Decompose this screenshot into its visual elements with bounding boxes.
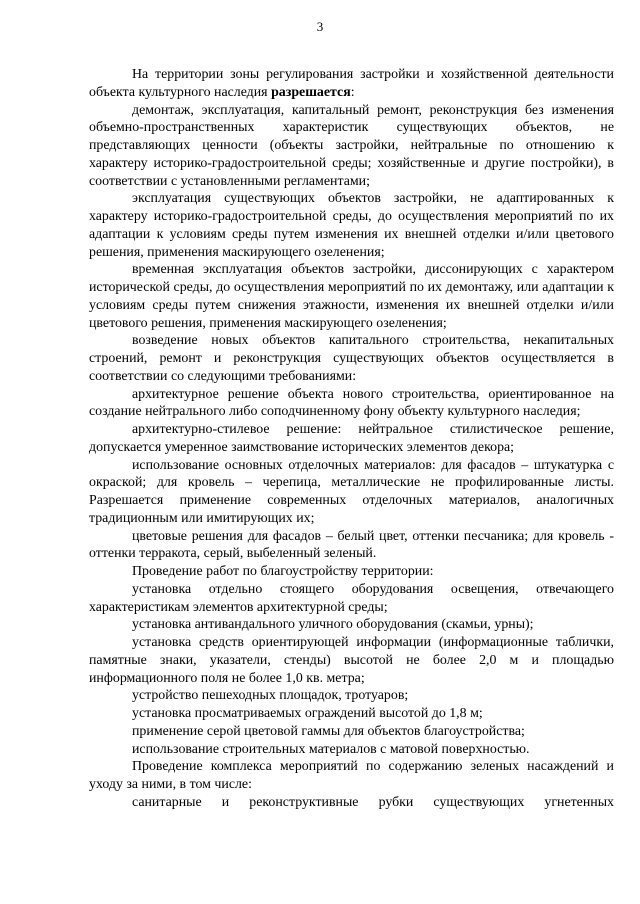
paragraph-intro <box>89 66 614 102</box>
paragraph: установка средств ориентирующей информации (информационные таблички, памятные знаки, указатели, стенды) высотой не более 2,0 м и площадью информационного поля не более 1,0 кв. метра; <box>89 635 614 686</box>
paragraph: архитектурно-стилевое решение: нейтральное стилистическое решение, допускается умеренное заимствование исторических элементов декора; <box>89 422 614 455</box>
paragraph: установка антивандального уличного оборудования (скамьи, урны); <box>132 617 534 633</box>
paragraph-tail: : <box>350 84 355 100</box>
paragraph: применение серой цветовой гаммы для объектов благоустройства; <box>132 723 525 739</box>
paragraph: цветовые решения для фасадов – белый цвет, оттенки песчаника; для кровель - оттенки терракота, серый, выбеленный зеленый. <box>89 528 614 562</box>
paragraph: использование строительных материалов с матовой поверхностью. <box>132 741 530 757</box>
paragraph: Проведение работ по благоустройству территории: <box>132 564 434 579</box>
paragraph: устройство пешеходных площадок, тротуаров; <box>132 688 409 704</box>
paragraph: использование основных отделочных материалов: для фасадов – штукатурка с окраской; для кровель – черепица, металлические не профилированные листы. Разрешается применение современных отделочных материалов, аналогичных традиционным или имитирующих их; <box>89 457 614 526</box>
paragraph: установка просматриваемых ограждений высотой до 1,8 м; <box>132 706 483 721</box>
paragraph: временная эксплуатация объектов застройки, диссонирующих с характером исторической среды, до осуществления мероприятий по их демонтажу, или адаптации к условиям среды путем снижения этажности, изменения их внешней отделки и/или цветового решения, применения маскирующего озеленения; <box>89 262 614 331</box>
paragraph-continued: санитарные и реконструктивные рубки существующих угнетенных <box>132 794 614 810</box>
paragraph: Проведение комплекса мероприятий по содержанию зеленых насаждений и уходу за ними, в том числе: <box>89 759 614 792</box>
emphasis-permitted: разрешается <box>271 84 351 100</box>
paragraph: возведение новых объектов капитального строительства, некапитальных строений, ремонт и реконструкция существующих объектов осуществляется в соответствии со следующими требованиями: <box>89 333 614 384</box>
paragraph: установка отдельно стоящего оборудования освещения, отвечающего характеристикам элементов архитектурной среды; <box>89 581 614 615</box>
document-body <box>89 66 614 812</box>
paragraph-text: На территории зоны регулирования застройки и хозяйственной деятельности объекта культурного наследия <box>89 67 614 100</box>
paragraph: эксплуатация существующих объектов застройки, не адаптированных к характеру историко-градостроительной среды, до осуществления мероприятий по их адаптации к условиям среды путем изменения их внешней отделки и/или цветового решения, применения маскирующего озеленения; <box>89 191 614 260</box>
paragraph: демонтаж, эксплуатация, капитальный ремонт, реконструкция без изменения объемно-пространственных характеристик существующих объектов, не представляющих ценности (объекты застройки, нейтральные по отношению к характеру историко-градостроительной среды; хозяйственные и другие постройки), в соответствии с установленными регламентами; <box>89 102 614 189</box>
page-number: 3 <box>316 19 324 34</box>
paragraph: архитектурное решение объекта нового строительства, ориентированное на создание нейтрального либо соподчиненному фону объекту культурного наследия; <box>89 386 614 420</box>
